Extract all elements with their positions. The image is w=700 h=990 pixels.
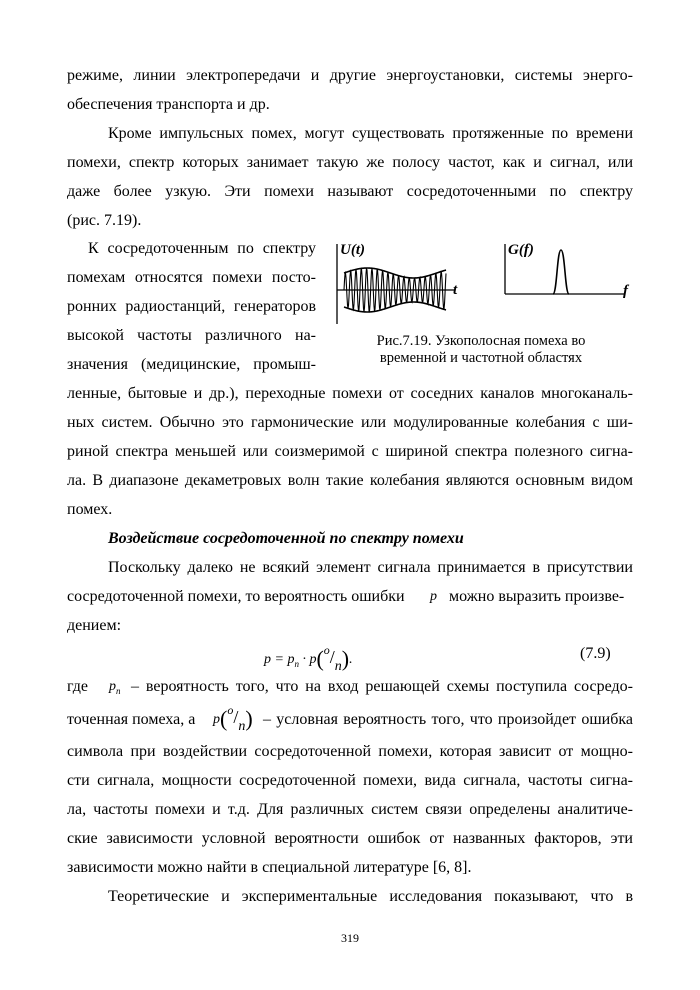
text-line: дением: [67, 617, 122, 634]
formula-end: . [349, 652, 353, 667]
text-line: можно выразить произве- [449, 588, 625, 605]
formula-denominator: п [334, 658, 342, 674]
g-axis-label: G(f) [508, 242, 534, 258]
text-line: сти сигнала, мощности сосредоточенной помехи, вида сигнала, частоты сигна- [67, 772, 633, 789]
equation-number: (7.9) [580, 645, 611, 662]
text-line: ных систем. Обычно это гармонические или модулированные колебания с ши- [67, 414, 633, 431]
text-line: К сосредоточенным по спектру [88, 240, 316, 257]
text-line: ленные, бытовые и др.), переходные помехи от соседних каналов многоканаль- [67, 385, 633, 402]
text-line: режиме, линии электропередачи и другие энергоустановки, системы энерго- [67, 67, 633, 84]
text-line: символа при воздействии сосредоточенной помехи, которая зависит от мощно- [67, 743, 633, 760]
text-line: – условная вероятность того, что произойдет ошибка [263, 711, 633, 728]
text-line: зависимости можно найти в специальной литературе [6, 8]. [67, 859, 472, 876]
formula-7-9: $p = p_п \cdot p(^о/_п)$. [264, 643, 353, 674]
formula-lhs: p = p [264, 652, 295, 667]
text-line: сосредоточенной помехи, то вероятность ошибки [67, 588, 405, 605]
t-axis-label: t [453, 282, 458, 298]
text-line: – вероятность того, что на вход решающей схемы поступила сосредо- [131, 678, 633, 695]
text-line: значения (медицинские, промыш- [67, 356, 316, 373]
variable-pn: $p_п$ [109, 679, 121, 696]
text-line: Поскольку далеко не всякий элемент сигнала принимается в присутствии [108, 559, 633, 576]
text-line: Теоретические и экспериментальные исследования показывают, что в [108, 888, 633, 905]
formula-subscript: п [294, 658, 299, 669]
text-line: помехам относятся помехи посто- [67, 269, 316, 286]
f-axis-label: f [623, 283, 628, 299]
text-line: обеспечения транспорта и др. [67, 96, 270, 113]
variable-p: p [430, 589, 437, 604]
u-axis-label: U(t) [340, 242, 365, 258]
text-line: даже более узкую. Эти помехи называют сосредоточенными по спектру [67, 183, 633, 200]
text-line: помех. [67, 501, 113, 518]
text-line: помехи, спектр которых занимает такую же полосу частот, как и сигнал, или [67, 154, 633, 171]
text-line: Кроме импульсных помех, могут существовать протяженные по времени [108, 125, 633, 142]
formula-numerator: о [323, 643, 330, 658]
text-line: ла, частоты помехи и т.д. Для различных систем связи определены аналитиче- [67, 801, 633, 818]
page-number: 319 [341, 931, 359, 945]
text-line: ронних радиостанций, генераторов [67, 298, 316, 315]
text-line: где [67, 678, 89, 695]
figure-caption: временной и частотной областях [379, 350, 583, 366]
text-line: ла. В диапазоне декаметровых волн такие колебания являются основным видом [67, 472, 633, 489]
figure-caption: Рис.7.19. Узкополосная помеха во [376, 333, 586, 349]
text-line: точенная помеха, а [67, 711, 196, 728]
section-heading: Воздействие сосредоточенной по спектру помехи [108, 530, 464, 547]
conditional-probability: $p(^о/_п)$ [213, 703, 253, 734]
text-line: риной спектра меньшей или соизмеримой с шириной спектра полезного сигна- [67, 443, 633, 460]
formula-dot: · p [298, 652, 317, 667]
spectrum-peak [553, 250, 569, 294]
text-line: ские зависимости условной вероятности ошибок от названных факторов, эти [67, 830, 633, 847]
text-line: (рис. 7.19). [67, 212, 142, 229]
text-line: высокой частоты различного на- [67, 327, 316, 344]
